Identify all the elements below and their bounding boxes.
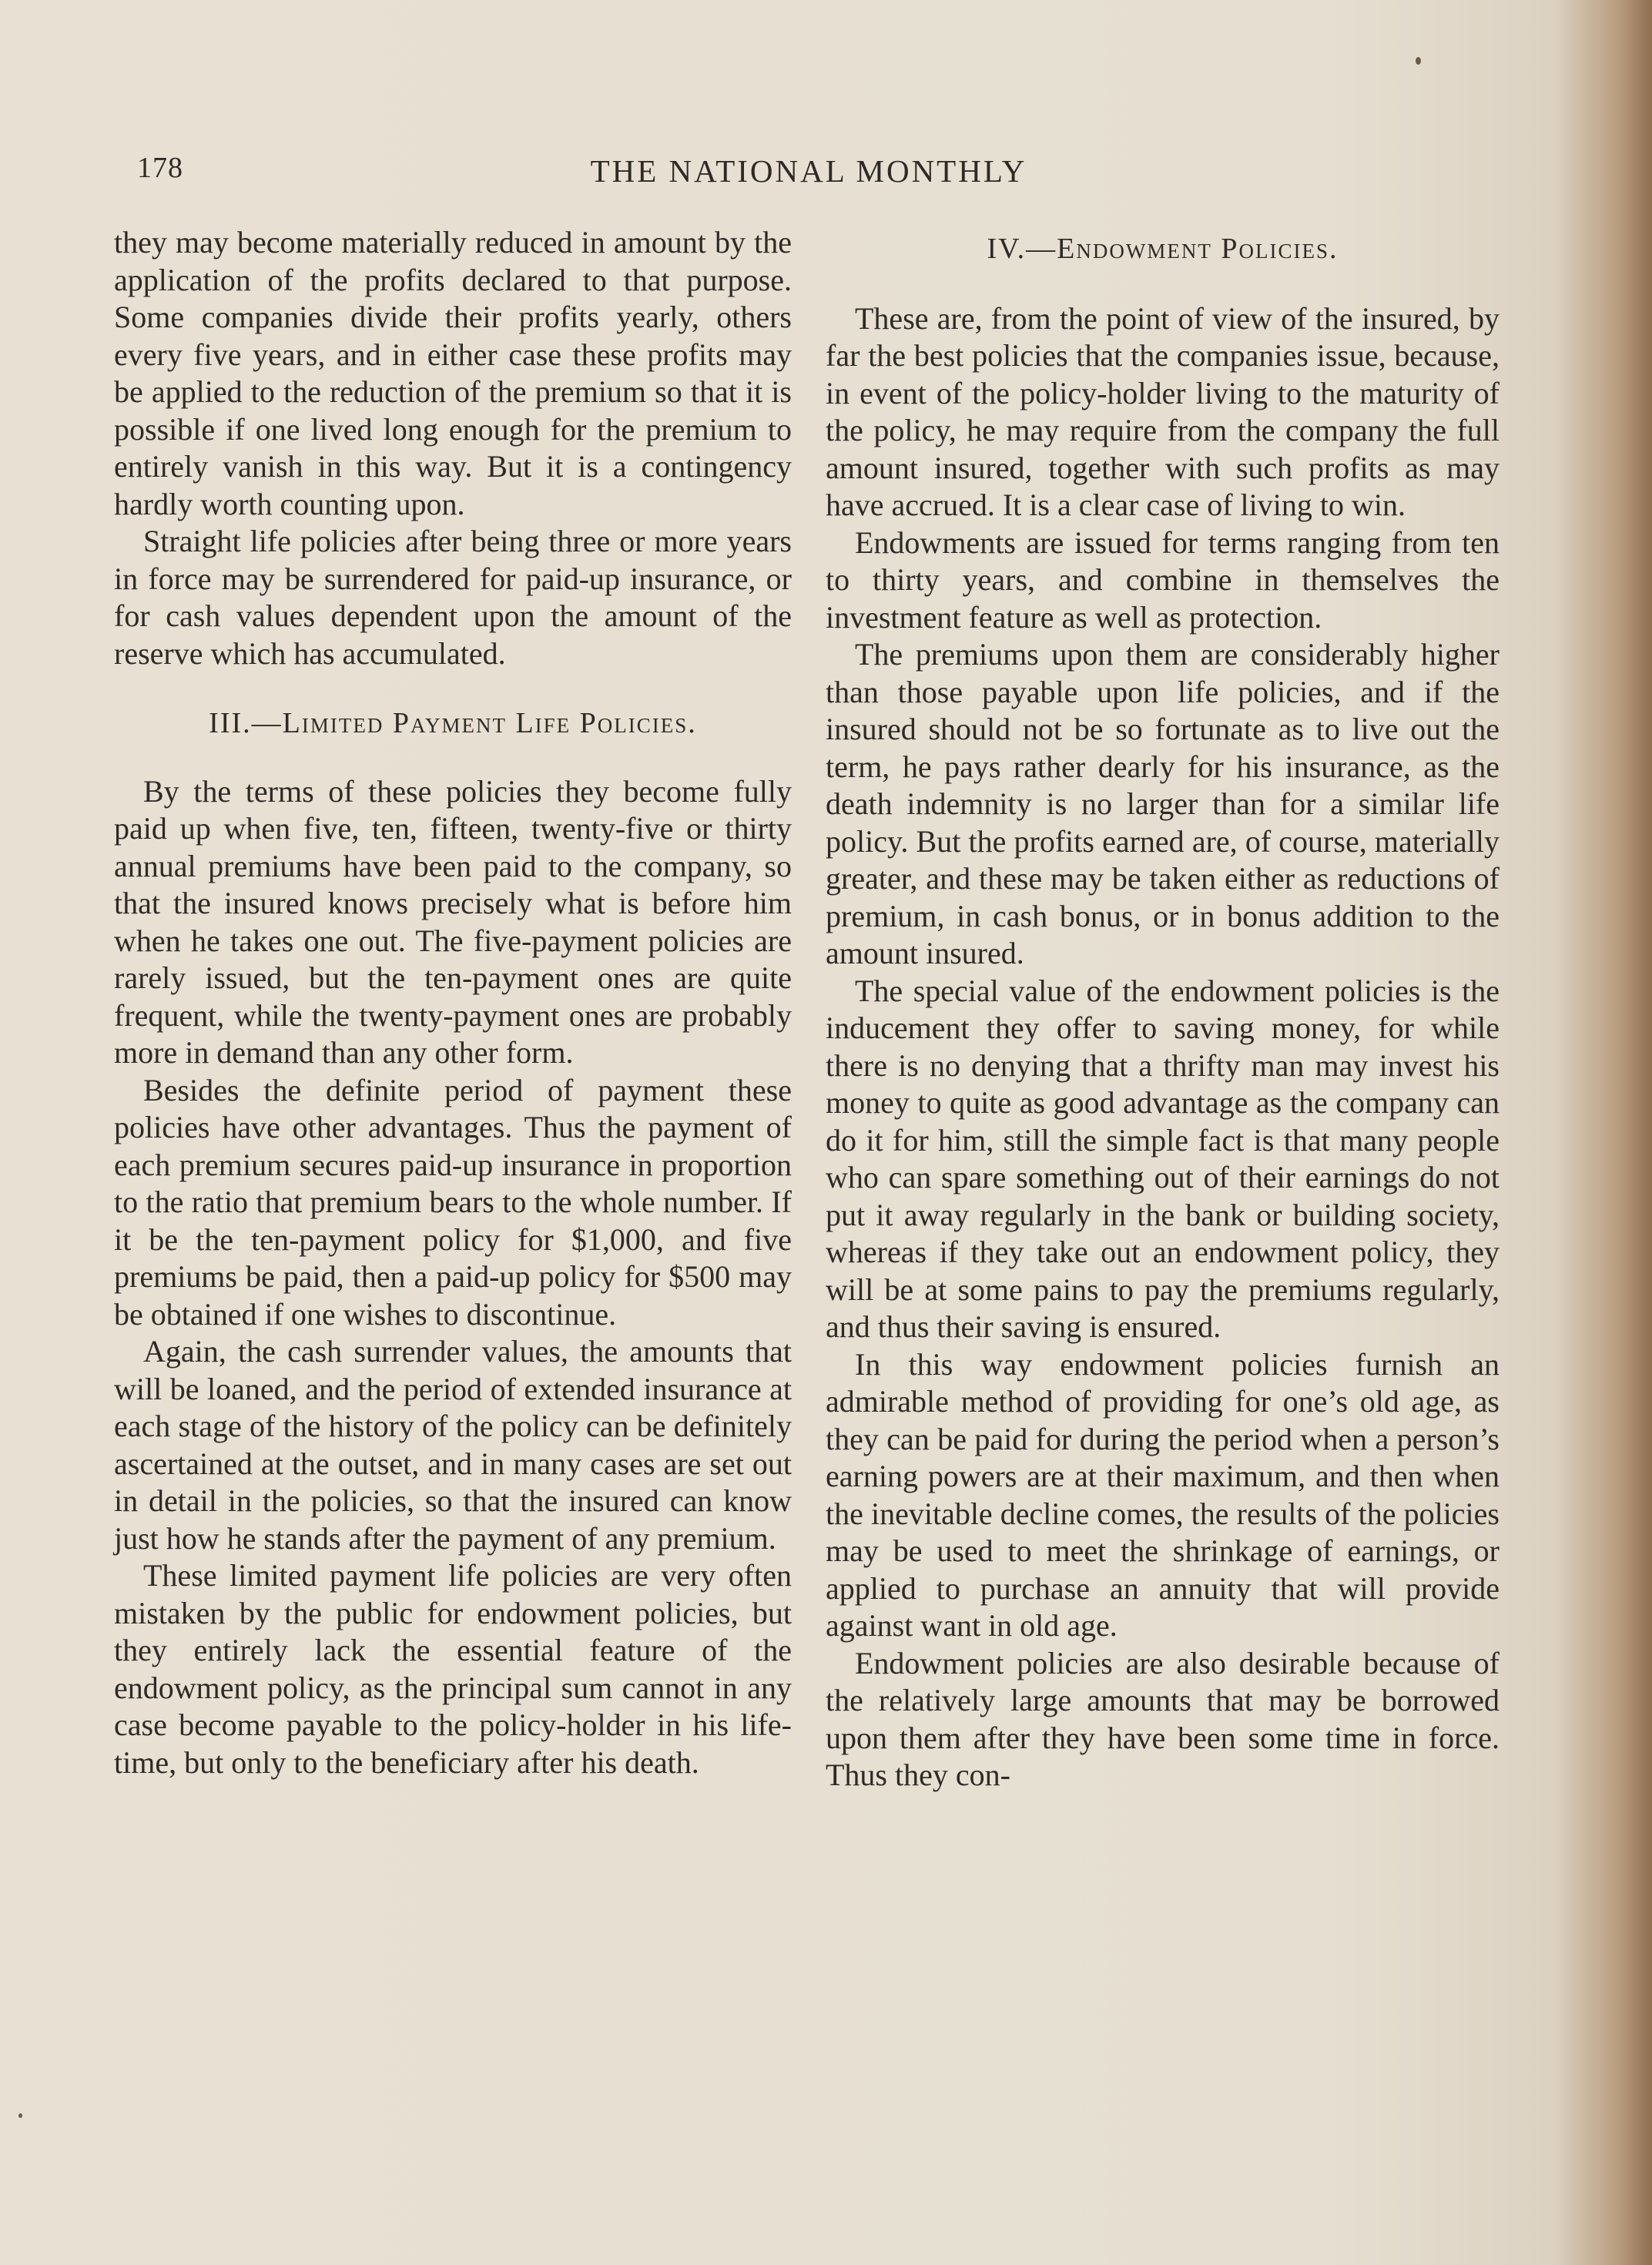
- paragraph: The special value of the endowment policies is the inducement they offer to saving money, for while there is no denying that a thrifty man may invest his money to quite as good advantage as the company can do it for him, still the simple fact is that many people who can spare something out of their earnings do not put it away regularly in the bank or building society, whereas if they take out an endowment policy, they will be at some pains to pay the premiums regularly, and thus their saving is ensured.: [826, 973, 1500, 1344]
- paragraph: These limited payment life policies are very often mistaken by the public for endowment policies, but they entirely lack the essential feature of the endowment policy, as the principal sum cannot in any case become payable to the policy-holder in his life-time, but only to the beneficiary after his death.: [114, 1558, 792, 1780]
- paragraph: Straight life policies after being three or more years in force may be surrendered for paid-up insurance, or for cash values dependent upon the amount of the reserve which has accumulated.: [114, 524, 792, 671]
- ink-speck: [18, 2113, 22, 2118]
- paragraph: Endowment policies are also desirable because of the relatively large amounts that may be borrowed upon them after they have been some time in force. Thus they con-: [826, 1645, 1500, 1792]
- running-title: THE NATIONAL MONTHLY: [590, 153, 1027, 189]
- right-column: [826, 224, 1500, 1794]
- paragraph: By the terms of these policies they become fully paid up when five, ten, fifteen, twenty-five or thirty annual premiums have been paid to the company, so that the insured knows precisely what is before him when he takes one out. The five-payment policies are rarely issued, but the ten-payment ones are quite frequent, while the twenty-payment ones are probably more in demand than any other form.: [114, 773, 792, 1070]
- paragraph: In this way endowment policies furnish an admirable method of providing for one’s old age, as they can be paid for during the period when a person’s earning powers are at their maximum, and then when the inevitable decline comes, the results of the policies may be used to meet the shrinkage of earnings, or applied to purchase an annuity that will provide against want in old age.: [826, 1346, 1500, 1643]
- paragraph: they may become materially reduced in amount by the application of the profits declared to that purpose. Some companies divide their profits yearly, others every five years, and in either case these profits may be applied to the reduction of the premium so that it is possible if one lived long enough for the premium to entirely vanish in this way. But it is a contingency hardly worth counting upon.: [114, 225, 792, 521]
- page-number: 178: [137, 152, 183, 184]
- paragraph: The premiums upon them are considerably higher than those payable upon life policies, and if the insured should not be so fortunate as to live out the term, he pays rather dearly for his insurance, as the death indemnity is no larger than for a similar life policy. But the profits earned are, of course, materially greater, and these may be taken either as reductions of premium, in cash bonus, or in bonus addition to the amount insured.: [826, 637, 1500, 970]
- left-column: [114, 224, 792, 1781]
- section-heading-endowment: IV.—Endowment Policies.: [987, 233, 1339, 265]
- paragraph: Endowments are issued for terms ranging from ten to thirty years, and combine in themselves the investment feature as well as protection.: [826, 524, 1500, 635]
- paragraph: These are, from the point of view of the insured, by far the best policies that the companies issue, because, in event of the policy-holder living to the maturity of the policy, he may require from the company the full amount insured, together with such profits as may have accrued. It is a clear case of living to win.: [826, 300, 1500, 522]
- paragraph: Again, the cash surrender values, the amounts that will be loaned, and the period of extended insurance at each stage of the history of the policy can be definitely ascertained at the outset, and in many cases are set out in detail in the policies, so that the insured can know just how he stands after the payment of any premium.: [114, 1334, 792, 1556]
- ink-speck: [1416, 57, 1421, 65]
- paragraph: Besides the definite period of payment these policies have other advantages. Thus the payment of each premium secures paid-up insurance in proportion to the ratio that premium bears to the whole number. If it be the ten-payment policy for $1,000, and five premiums be paid, then a paid-up policy for $500 may be obtained if one wishes to discontinue.: [114, 1072, 792, 1332]
- section-heading-limited-payment: III.—Limited Payment Life Policies.: [209, 707, 697, 739]
